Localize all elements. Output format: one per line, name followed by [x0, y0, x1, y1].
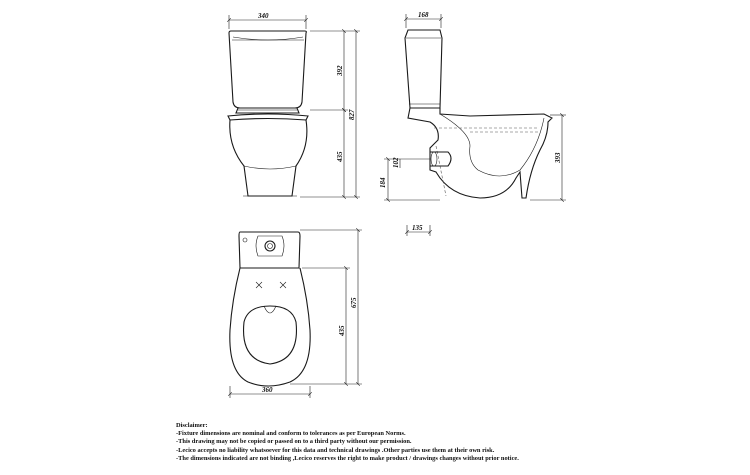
plan-view — [230, 230, 362, 398]
dim-pan-height-label: 435 — [336, 151, 344, 162]
front-tank — [229, 31, 306, 108]
dim-tank-width — [229, 12, 306, 29]
front-tank-base — [236, 108, 299, 113]
dim-total-height-label: 827 — [348, 109, 356, 120]
dim-plan-lengths — [290, 230, 362, 384]
dim-plan-pan-length-label: 435 — [338, 325, 346, 336]
dim-inlet-height-label: 102 — [392, 157, 400, 168]
plan-bowl — [230, 268, 310, 386]
front-pan-rim — [228, 114, 308, 120]
side-outlet — [430, 152, 451, 166]
disclaimer-title: Disclaimer: — [176, 422, 208, 429]
front-view — [228, 12, 360, 197]
dim-outlet-heights — [379, 157, 440, 200]
side-view — [379, 11, 566, 236]
disclaimer-line: -Lecico accepts no liability whatsoever for this data and technical drawings .Other parties use them at their own risk. — [176, 446, 495, 454]
dim-side-depth-label: 168 — [418, 11, 429, 19]
dim-outlet-offset-label: 135 — [412, 224, 423, 232]
dim-plan-width — [230, 386, 310, 398]
disclaimer-block — [176, 422, 746, 463]
dim-tank-width-label: 340 — [258, 12, 269, 20]
side-tank — [405, 30, 442, 108]
dim-side-depth — [406, 11, 441, 28]
disclaimer-line: -Fixture dimensions are nominal and conform to tolerances as per European Norms. — [176, 430, 406, 438]
plan-tank — [239, 232, 300, 268]
dim-plan-length-label: 675 — [350, 297, 358, 308]
dim-outlet-height-label: 184 — [379, 177, 387, 188]
dim-tank-height-label: 392 — [336, 65, 344, 76]
disclaimer-line: -This drawing may not be copied or passed on to a third party without our permission. — [176, 438, 412, 446]
dim-outlet-offset — [407, 224, 430, 236]
plan-seat — [244, 306, 297, 364]
dim-plan-width-label: 360 — [262, 386, 273, 394]
dim-front-heights — [300, 31, 360, 197]
dim-side-height-label: 393 — [554, 152, 562, 163]
side-pan — [408, 108, 552, 198]
front-pan — [230, 120, 307, 196]
flush-button-icon — [265, 241, 275, 251]
disclaimer-line: -The dimensions indicated are not binding ,Lecico reserves the right to make product / drawings changes without prior notice. — [176, 454, 519, 462]
